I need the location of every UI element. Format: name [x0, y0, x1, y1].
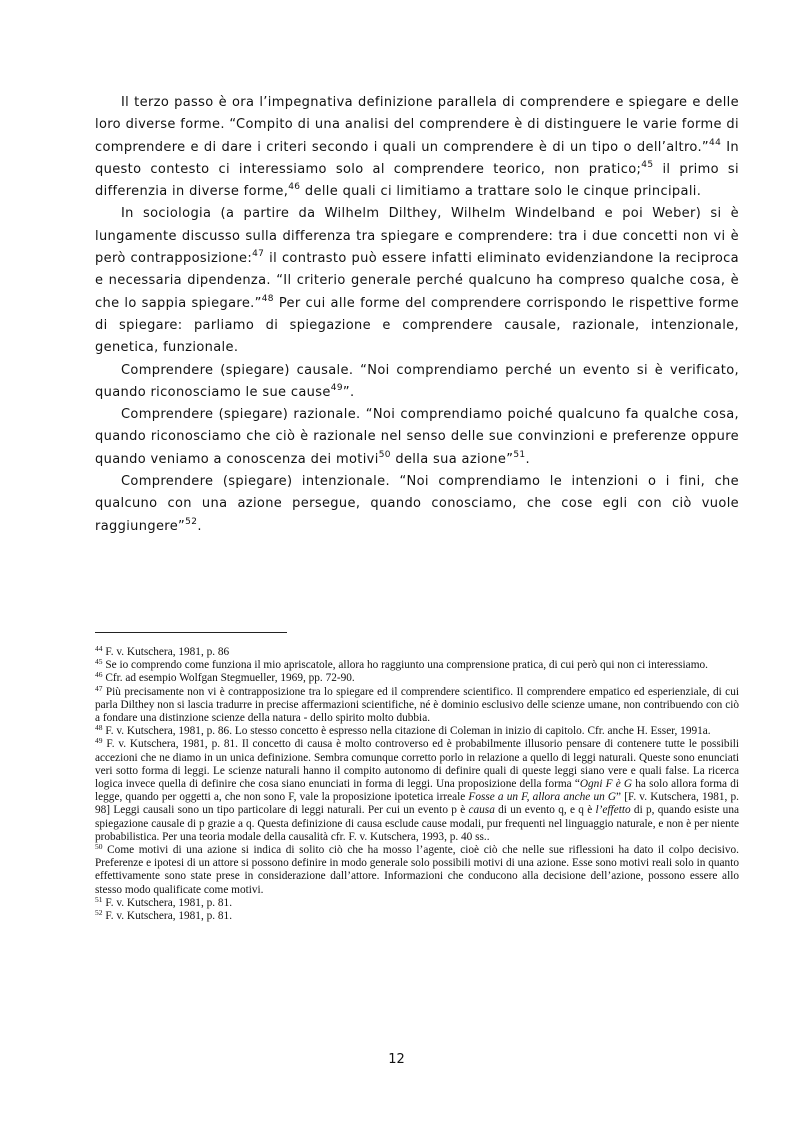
footnote-45: [95, 659, 739, 672]
text-run: Comprendere (spiegare) intenzionale. “Noi comprendiamo le intenzioni o i fini, che qualcuno con una azione persegue, quando conosciamo, che cose egli con ciò vuole raggiungere”: [95, 474, 739, 534]
footnote-text: Più precisamente non vi è contrapposizione tra lo spiegare ed il comprendere scientifico. Il comprendere empatico ed esperienziale, di cui parla Dilthey non si lascia tradurre in precise affermazioni scientifiche, né è dominio esclusivo delle scienze umane, non contribuendo con ciò a fondare una distinzione scienze della natura - dello spirito molto dubbia.: [95, 685, 739, 725]
footnote-italic: Ogni F è G: [579, 778, 633, 791]
paragraph-5: [95, 471, 739, 538]
footnote-47: [95, 683, 739, 726]
footnote-48: [95, 725, 739, 738]
footnote-ref-50[interactable]: 50: [378, 449, 391, 460]
footnote-number: 48: [95, 723, 103, 733]
footnote-number: 50: [95, 842, 103, 852]
main-text: [95, 92, 739, 538]
footnote-text: Come motivi di una azione si indica di solito ciò che ha mosso l’agente, cioè ciò che nelle sue riflessioni ha dato il colpo decisivo. Preferenze e ipotesi di un attore si possono definire in modo generale solo possibili motivi di una azione. Esse sono motivi reali solo in quanto effettivamente sono state prese in considerazione dall’attore. Informazioni che conducono alla decisione dell’azione, possono essere allo stesso modo qualificate come motivi.: [95, 844, 739, 896]
footnote-number: 45: [95, 657, 103, 667]
footnote-number: 49: [95, 736, 103, 746]
text-run: il primo si differenzia in diverse forme,: [95, 161, 740, 200]
footnote-ref-46[interactable]: 46: [288, 182, 301, 193]
footnote-ref-52[interactable]: 52: [185, 516, 198, 527]
footnote-number: 52: [95, 908, 103, 918]
paragraph-3: [95, 360, 739, 405]
text-run: ”.: [342, 384, 355, 400]
footnote-ref-45[interactable]: 45: [641, 159, 654, 170]
footnote-text: Se io comprendo come funziona il mio apriscatole, allora ho raggiunto una comprensione pratica, di cui però qui non ci interessiamo.: [102, 659, 708, 672]
text-run: Per cui alle forme del comprendere corrispondo le rispettive forme di spiegare: parliamo di spiegazione e comprendere causale, razionale, intenzionale, genetica, funzionale.: [95, 295, 739, 356]
footnote-text: ” [F. v. Kutschera, 1981, p. 98] Leggi causali sono un tipo particolare di leggi naturali. Per cui un evento p è: [95, 791, 739, 817]
footnote-ref-51[interactable]: 51: [513, 449, 526, 460]
text-run: Il terzo passo è ora l’impegnativa definizione parallela di comprendere e spiegare e delle loro diverse forme. “Compito di una analisi del comprendere è di distinguere le varie forme di comprendere e di dare i criteri secondo i quali un comprendere è di un tipo o dell’altro.”: [95, 95, 739, 155]
page-number: 12: [388, 1052, 405, 1067]
footnote-number: 51: [95, 894, 103, 904]
footnote-number: 46: [95, 670, 103, 680]
text-run: Comprendere (spiegare) causale. “Noi comprendiamo perché un evento si è verificato, quando riconosciamo le sue cause: [95, 362, 739, 400]
text-run: delle quali ci limitiamo a trattare solo le cinque principali.: [300, 184, 702, 200]
footnote-text: F. v. Kutschera, 1981, p. 81.: [102, 896, 233, 909]
footnote-separator: [95, 632, 287, 633]
text-run: Comprendere (spiegare) razionale. “Noi comprendiamo poiché qualcuno fa qualche cosa, quando riconosciamo che ciò è razionale nel senso delle sue convinzioni e preferenze oppure quando veniamo a conoscenza dei motivi: [95, 407, 739, 467]
text-run: In questo contesto ci interessiamo solo al comprendere teorico, non pratico;: [95, 139, 739, 177]
footnote-ref-48[interactable]: 48: [261, 293, 274, 304]
text-run: .: [525, 451, 530, 467]
footnotes: [95, 646, 739, 923]
footnote-49: [95, 738, 739, 844]
footnote-ref-44[interactable]: 44: [709, 137, 722, 148]
paragraph-4: [95, 404, 739, 471]
paragraph-1: [95, 92, 739, 203]
footnote-text: Cfr. ad esempio Wolfgan Stegmueller, 1969, pp. 72-90.: [102, 672, 355, 685]
footnote-50: [95, 844, 739, 897]
footnote-text: ha solo allora forma di legge, quando per oggetti a, che non sono F, vale la proposizione ipotetica irreale: [95, 778, 740, 804]
footnote-number: 47: [95, 683, 103, 693]
footnote-51: [95, 894, 739, 910]
footnote-text: di un evento q, e q è: [494, 804, 596, 817]
text-run: .: [197, 518, 202, 534]
footnote-italic: Fosse a un F, allora anche un G: [468, 791, 617, 804]
paragraph-2: [95, 203, 739, 359]
footnote-52: [95, 910, 739, 923]
footnote-italic: l’effetto: [595, 804, 631, 817]
footnote-ref-47[interactable]: 47: [252, 249, 265, 260]
footnote-number: 44: [95, 644, 103, 653]
footnote-text: F. v. Kutschera, 1981, p. 81. Il concetto di causa è molto controverso ed è probabilmente illusorio pensare di contenere tutte le possibili accezioni che ne diamo in un unica definizione. Sembra comunque corretto porlo in relazione a quello di leggi naturali. Queste sono enunciati veri sotto forma di leggi. Le scienze naturali hanno il compito autonomo di definire quali di queste leggi siano vere e quali false. La ricerca logica invece quella di definire che cosa siano enunciati in forma di leggi. Una proposizione della forma “: [95, 738, 739, 791]
footnote-44: [95, 646, 739, 659]
text-run: della sua azione”: [390, 451, 514, 467]
footnote-text: F. v. Kutschera, 1981, p. 86: [102, 646, 230, 658]
footnote-text: F. v. Kutschera, 1981, p. 81.: [102, 910, 233, 923]
footnote-text: F. v. Kutschera, 1981, p. 86. Lo stesso concetto è espresso nella citazione di Coleman in inizio di capitolo. Cfr. anche H. Esser, 1991a.: [102, 725, 711, 738]
footnote-text: di p, quando esiste una spiegazione causale di p grazie a q. Questa definizione di causa esclude cause modali, pur frequenti nel linguaggio naturale, e non è per niente probabilistica. Per una teoria modale della causalità cfr. F. v. Kutschera, 1993, p. 40 ss..: [95, 804, 739, 843]
footnote-italic: causa: [468, 804, 495, 817]
footnote-46: [95, 672, 739, 685]
text-run: In sociologia (a partire da Wilhelm Dilthey, Wilhelm Windelband e poi Weber) si è lungamente discusso sulla differenza tra spiegare e comprendere: tra i due concetti non vi è però contrapposizione:: [95, 206, 739, 267]
footnote-ref-49[interactable]: 49: [330, 382, 343, 393]
text-run: il contrasto può essere infatti eliminato evidenziandone la reciproca e necessaria dipendenza. “Il criterio generale perché qualcuno ha compreso qualche cosa, è che lo sappia spiegare.”: [95, 251, 739, 311]
